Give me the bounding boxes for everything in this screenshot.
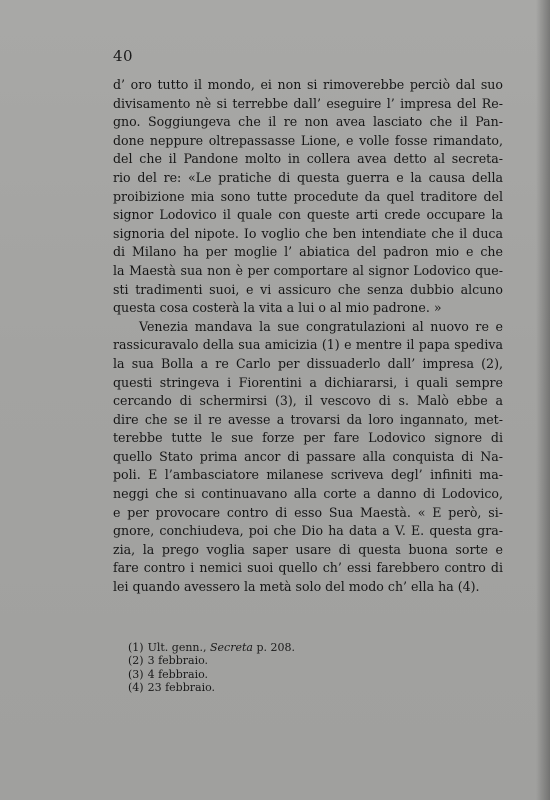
- text-line: neggi che si continuavano alla corte a danno di Lodovico,: [113, 486, 503, 502]
- text-line: questa cosa costerà la vita a lui o al mio padrone. »: [113, 300, 442, 316]
- footnote-text: 4 febbraio.: [147, 667, 209, 681]
- text-line: quello Stato prima ancor di passare alla conquista di Na-: [113, 448, 503, 464]
- footnotes: [128, 641, 428, 695]
- page-number: 40: [113, 47, 134, 65]
- footnote-text: 3 febbraio.: [147, 654, 209, 668]
- footnote-number: (3): [128, 667, 144, 681]
- text-line: sti tradimenti suoi, e vi assicuro che senza dubbio alcuno: [113, 281, 503, 297]
- text-line: cercando di schermirsi (3), il vescovo di s. Malò ebbe a: [113, 393, 503, 409]
- footnote-number: (1): [128, 641, 144, 654]
- text-line: d’ oro tutto il mondo, ei non si rimoverebbe perciò dal suo: [113, 77, 503, 92]
- text-line: gno. Soggiungeva che il re non avea lasciato che il Pan-: [113, 114, 503, 130]
- footnote: [128, 641, 428, 654]
- text-line: terebbe tutte le sue forze per fare Lodovico signore di: [113, 430, 503, 446]
- footnote-rest: p. 208.: [252, 641, 295, 654]
- text-line: la sua Bolla a re Carlo per dissuaderlo dall’ impresa (2),: [113, 355, 503, 371]
- footnote-italic: Secreta: [210, 641, 253, 654]
- footnote-text: Ult. genn.,: [147, 641, 211, 654]
- footnote-number: (4): [128, 681, 144, 695]
- text-line: rassicuravalo della sua amicizia (1) e mentre il papa spediva: [113, 337, 503, 353]
- footnote: [128, 668, 428, 681]
- text-line: questi stringeva i Fiorentini a dichiararsi, i quali sempre: [113, 374, 503, 390]
- footnote: [128, 681, 428, 694]
- text-line: del che il Pandone molto in collera avea detto al secreta-: [113, 151, 503, 167]
- text-line: signor Lodovico il quale con queste arti crede occupare la: [113, 207, 503, 223]
- text-line: proibizione mia sono tutte procedute da quel traditore del: [113, 188, 503, 204]
- footnote-number: (2): [128, 654, 144, 668]
- text-line: done neppure oltrepassasse Lione, e volle fosse rimandato,: [113, 132, 503, 148]
- text-line: rio del re: «Le pratiche di questa guerra e la causa della: [113, 169, 503, 185]
- footnote-text: 23 febbraio.: [147, 681, 216, 695]
- text-line: signoria del nipote. Io voglio che ben intendiate che il duca: [113, 225, 503, 241]
- text-line: e per provocare contro di esso Sua Maestà. « E però, si-: [113, 504, 503, 520]
- text-line: fare contro i nemici suoi quello ch’ essi farebbero contro di: [113, 560, 503, 576]
- text-line: di Milano ha per moglie l’ abiatica del padron mio e che: [113, 244, 503, 260]
- text-line: divisamento nè si terrebbe dall’ eseguire l’ impresa del Re-: [113, 95, 503, 111]
- text-line: dire che se il re avesse a trovarsi da loro ingannato, met-: [113, 411, 503, 427]
- text-line: Venezia mandava la sue congratulazioni al nuovo re e: [139, 318, 503, 334]
- text-line: lei quando avessero la metà solo del modo ch’ ella ha (4).: [113, 579, 480, 595]
- footnote: [128, 654, 428, 667]
- text-line: zia, la prego voglia saper usare di questa buona sorte e: [113, 541, 503, 557]
- text-line: gnore, conchiudeva, poi che Dio ha data a V. E. questa gra-: [113, 523, 503, 539]
- text-line: la Maestà sua non è per comportare al signor Lodovico que-: [113, 262, 503, 278]
- body-text: [113, 76, 503, 597]
- text-line: poli. E l’ambasciatore milanese scriveva degl’ infiniti ma-: [113, 467, 503, 483]
